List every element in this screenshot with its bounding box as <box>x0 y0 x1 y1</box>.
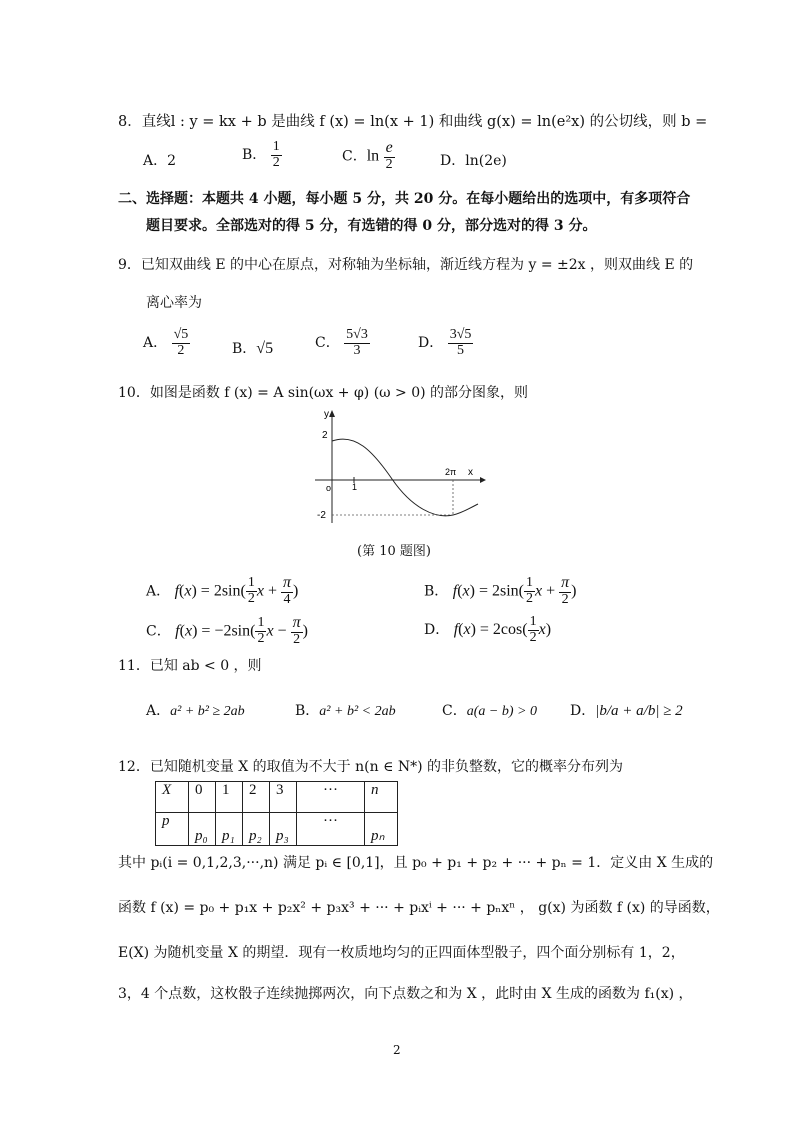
q11-option-d: D．|b/a + a/b| ≥ 2 <box>570 703 683 719</box>
table-row <box>156 782 398 813</box>
distribution-table <box>155 781 398 846</box>
q12-stem: 12．已知随机变量 X 的取值为不大于 n(n ∈ N*) 的非负整数，它的概率分布列为 <box>118 759 624 775</box>
q9-option-c: C． $\frac{5√3}{3}$ <box>315 327 368 358</box>
q10-graph <box>310 405 490 530</box>
q12-line-2: 函数 f (x) = p₀ + p₁x + p₂x² + p₃x³ + ··· + pᵢxⁱ + ··· + pₙxⁿ ， g(x) 为函数 f (x) 的导函数， <box>118 900 720 916</box>
q10-option-c: C． f(x) = −2sin( $\frac{1}{2}$ x − $\frac{\pi}{2}$ ) <box>146 614 308 647</box>
y-top-label: 2 <box>322 430 328 441</box>
section2-line2: 题目要求。全部选对的得 5 分，有选错的得 0 分，部分选对的得 3 分。 <box>146 218 597 234</box>
table-cell: 2 <box>243 782 270 813</box>
q12-line-1: 其中 pᵢ(i = 0,1,2,3,···,n) 满足 pᵢ ∈ [0,1]，且 p₀ + p₁ + p₂ + ··· + pₙ = 1．定义由 X 生成的 <box>118 855 714 871</box>
table-cell: 1 <box>216 782 243 813</box>
q9-stem-1: 9．已知双曲线 E 的中心在原点，对称轴为坐标轴，渐近线方程为 y = ±2x ，则双曲线 E 的 <box>118 257 694 273</box>
x-one-label: 1 <box>352 482 358 492</box>
table-cell: n <box>365 782 398 813</box>
page-number: 2 <box>393 1043 401 1057</box>
table-cell: p₁ <box>216 813 243 846</box>
q8-option-a: A．2 <box>143 153 177 169</box>
x-axis-label: x <box>468 467 473 478</box>
q9-option-d: D． $\frac{3√5}{5}$ <box>418 327 472 358</box>
q8-option-c: C．ln $\frac{e}{2}$ <box>342 139 393 172</box>
q10-option-a: A． f(x) = 2sin( $\frac{1}{2}$ x + $\frac{\pi}{4}$ ) <box>146 574 299 607</box>
q10-caption: (第 10 题图) <box>357 544 431 559</box>
table-cell: 3 <box>270 782 297 813</box>
q11-stem: 11．已知 ab < 0 ，则 <box>118 658 262 674</box>
table-cell: pₙ <box>365 813 398 846</box>
y-bottom-label: -2 <box>317 510 326 521</box>
table-cell: 0 <box>189 782 216 813</box>
y-axis-label: y <box>324 409 329 420</box>
q12-line-3: E(X) 为随机变量 X 的期望．现有一枚质地均匀的正四面体型骰子，四个面分别标有 1，2， <box>118 945 685 961</box>
table-cell: p₀ <box>189 813 216 846</box>
q8-option-d: D．ln(2e) <box>440 153 507 169</box>
table-cell: p₃ <box>270 813 297 846</box>
x-two-pi-label: 2π <box>445 467 457 477</box>
q10-option-b: B． f(x) = 2sin( $\frac{1}{2}$ x + $\frac{\pi}{2}$ ) <box>424 574 577 607</box>
table-cell: ··· <box>297 782 365 813</box>
y-axis-arrow <box>329 410 335 417</box>
q11-option-c: C．a(a − b) > 0 <box>442 703 537 719</box>
q9-stem-2: 离心率为 <box>146 295 202 311</box>
table-cell: X <box>156 782 189 813</box>
table-cell: p₂ <box>243 813 270 846</box>
q9-option-b: B．√5 <box>232 340 274 357</box>
x-axis-arrow <box>480 477 486 483</box>
section2-line1: 二、选择题：本题共 4 小题，每小题 5 分，共 20 分。在每小题给出的选项中，有多项符合 <box>118 191 691 207</box>
q8-stem: 8．直线l : y = kx + b 是曲线 f (x) = ln(x + 1) 和曲线 g(x) = ln(e²x) 的公切线，则 b = <box>118 114 708 130</box>
table-cell: p <box>156 813 189 846</box>
q9-option-a: A． $\frac{√5}{2}$ <box>143 327 189 358</box>
q10-option-d: D． f(x) = 2cos( $\frac{1}{2}$ x) <box>424 614 552 645</box>
origin-label: o <box>326 483 332 493</box>
q11-option-b: B．a² + b² < 2ab <box>295 703 396 719</box>
table-cell: ··· <box>297 813 365 846</box>
q12-line-4: 3，4 个点数，这枚骰子连续抛掷两次，向下点数之和为 X ，此时由 X 生成的函数为 f₁(x) ， <box>118 986 693 1002</box>
q8-option-b: B． $\frac{1}{2}$ <box>242 139 280 170</box>
table-row <box>156 813 398 846</box>
q10-stem: 10．如图是函数 f (x) = A sin(ωx + φ) (ω > 0) 的部分图象，则 <box>118 385 529 401</box>
q10-options-text <box>0 0 1 1</box>
q11-option-a: A．a² + b² ≥ 2ab <box>146 703 245 719</box>
